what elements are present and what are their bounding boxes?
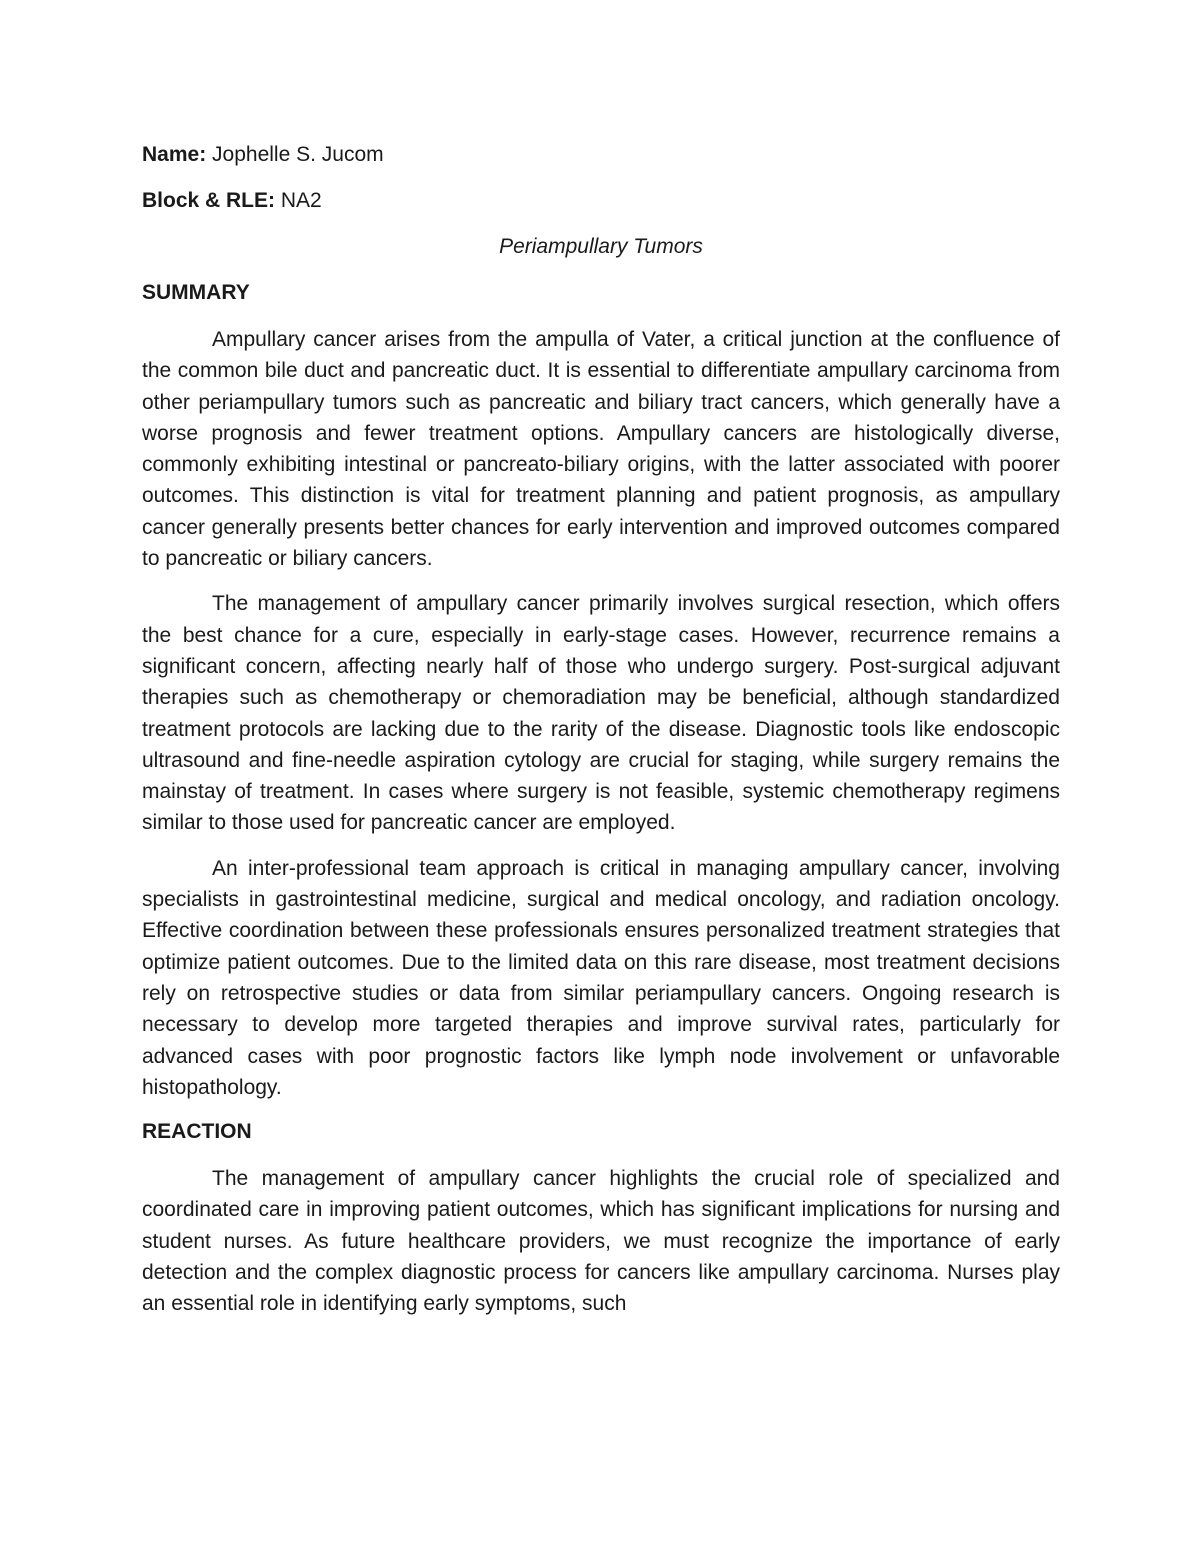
block-value: NA2 [280,189,322,212]
summary-heading: SUMMARY [142,281,250,304]
name-value: Jophelle S. Jucom [212,143,384,166]
reaction-heading: REACTION [142,1120,252,1144]
name-field [142,140,1060,170]
document-title: Periampullary Tumors [499,235,703,258]
summary-paragraph-1: Ampullary cancer arises from the ampulla of Vater, a critical junction at the confluence of the common bile duct and pancreatic duct. It is essential to differentiate ampullary carcinoma from other periampullary tumors such as pancreatic and biliary tract cancers, which generally have a worse prognosis and fewer treatment options. Ampullary cancers are histologically diverse, commonly exhibiting intestinal or pancreato-biliary origins, with the latter associated with poorer outcomes. This distinction is vital for treatment planning and patient prognosis, as ampullary cancer generally presents better chances for early intervention and improved outcomes compared to pancreatic or biliary cancers. [142,328,1060,571]
reaction-paragraph-1: The management of ampullary cancer highlights the crucial role of specialized and coordinated care in improving patient outcomes, which has significant implications for nursing and student nurses. As future healthcare providers, we must recognize the importance of early detection and the complex diagnostic process for cancers like ampullary carcinoma. Nurses play an essential role in identifying early symptoms, such [142,1167,1060,1316]
block-label: Block & RLE: [142,189,276,212]
name-label: Name: [142,143,207,166]
summary-paragraph-3: An inter-professional team approach is critical in managing ampullary cancer, involving specialists in gastrointestinal medicine, surgical and medical oncology, and radiation oncology. Effective coordination between these professionals ensures personalized treatment strategies that optimize patient outcomes. Due to the limited data on this rare disease, most treatment decisions rely on retrospective studies or data from similar periampullary cancers. Ongoing research is necessary to develop more targeted therapies and improve survival rates, particularly for advanced cases with poor prognostic factors like lymph node involvement or unfavorable histopathology. [142,856,1060,1099]
document-page [142,140,1060,1334]
block-field [142,186,1060,216]
summary-paragraph-2: The management of ampullary cancer primarily involves surgical resection, which offers the best chance for a cure, especially in early-stage cases. However, recurrence remains a significant concern, affecting nearly half of those who undergo surgery. Post-surgical adjuvant therapies such as chemotherapy or chemoradiation may be beneficial, although standardized treatment protocols are lacking due to the rarity of the disease. Diagnostic tools like endoscopic ultrasound and fine-needle aspiration cytology are crucial for staging, while surgery remains the mainstay of treatment. In cases where surgery is not feasible, systemic chemotherapy regimens similar to those used for pancreatic cancer are employed. [142,592,1060,835]
